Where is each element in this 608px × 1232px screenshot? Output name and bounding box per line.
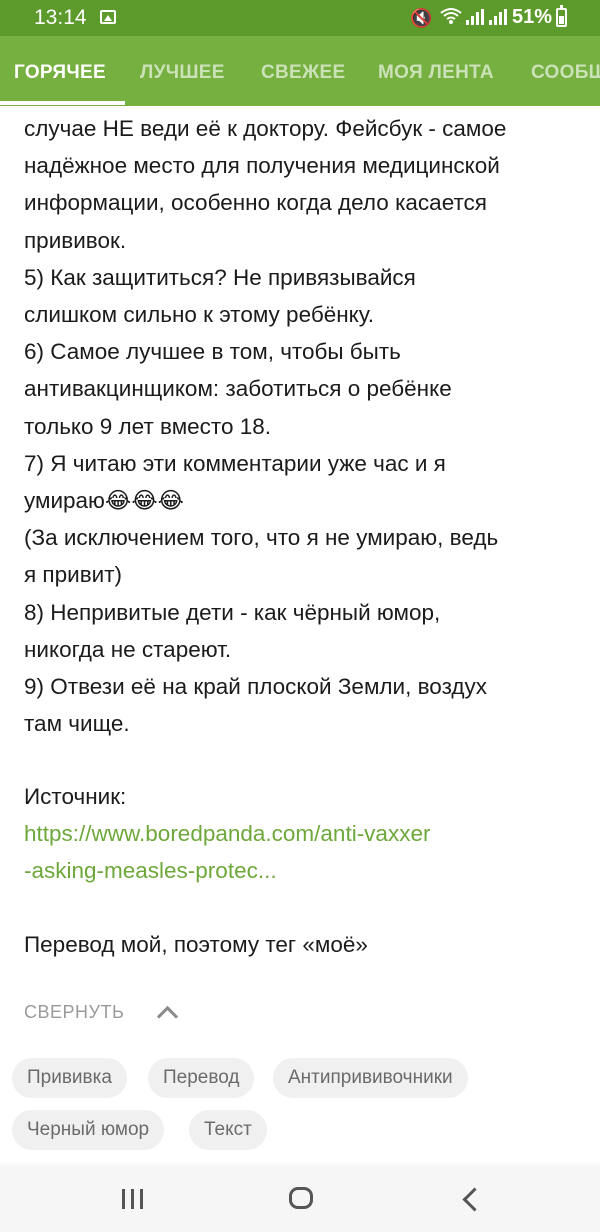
signal-icon	[464, 9, 484, 25]
tag-chip[interactable]: Антипрививочники	[273, 1058, 468, 1098]
tab-my-feed[interactable]: МОЯ ЛЕНТА	[378, 62, 494, 83]
wifi-icon	[440, 6, 462, 31]
signal-icon	[487, 9, 507, 25]
tab-hot[interactable]: ГОРЯЧЕЕ	[14, 62, 106, 83]
status-time: 13:14	[34, 6, 87, 29]
status-bar	[0, 0, 600, 36]
tag-chip[interactable]: Черный юмор	[12, 1110, 164, 1150]
active-tab-indicator	[0, 101, 125, 105]
source-block	[24, 778, 584, 890]
collapse-label: СВЕРНУТЬ	[24, 1001, 125, 1022]
wifi-svg	[440, 6, 462, 26]
translation-note: Перевод мой, поэтому тег «моё»	[24, 932, 368, 957]
tab-fresh[interactable]: СВЕЖЕЕ	[261, 62, 346, 83]
source-link[interactable]: https://www.boredpanda.com/anti-vaxxer -asking-measles-protec...	[24, 821, 431, 884]
battery-icon	[556, 8, 567, 27]
tab-bar	[0, 36, 608, 106]
navigation-bar	[0, 1165, 600, 1232]
tab-communities[interactable]: СООБЩ	[531, 62, 608, 83]
tag-chip[interactable]: Перевод	[148, 1058, 254, 1098]
tab-best[interactable]: ЛУЧШЕЕ	[140, 62, 225, 83]
post-content	[24, 110, 584, 742]
gallery-icon	[100, 10, 116, 24]
source-label: Источник:	[24, 784, 127, 809]
recent-apps-icon[interactable]	[122, 1189, 144, 1209]
chevron-up-icon	[157, 1005, 178, 1026]
post-body: случае НЕ веди её к доктору. Фейсбук - самое надёжное место для получения медицинской информации, особенно когда дело касается прививок. 5) Как защититься? Не привязывайся слишком сильно к этому ребёнку. 6) Самое лучшее в том, чтобы быть антивакцинщиком: заботиться о ребёнке только 9 лет вместо 18. 7) Я читаю эти комментарии уже час и я умираю😂😂😂 (За исключением того, что я не умираю, ведь я привит) 8) Непривитые дети - как чёрный юмор, никогда не стареют. 9) Отвези её на край плоской Земли, воздух там чище.	[24, 116, 507, 737]
home-icon[interactable]	[289, 1187, 313, 1209]
collapse-button[interactable]	[24, 996, 175, 1028]
mute-icon: 🔇	[410, 8, 433, 28]
back-icon[interactable]	[462, 1187, 486, 1211]
battery-percent: 51%	[512, 6, 553, 28]
tag-chip[interactable]: Прививка	[12, 1058, 127, 1098]
tag-chip[interactable]: Текст	[189, 1110, 267, 1150]
